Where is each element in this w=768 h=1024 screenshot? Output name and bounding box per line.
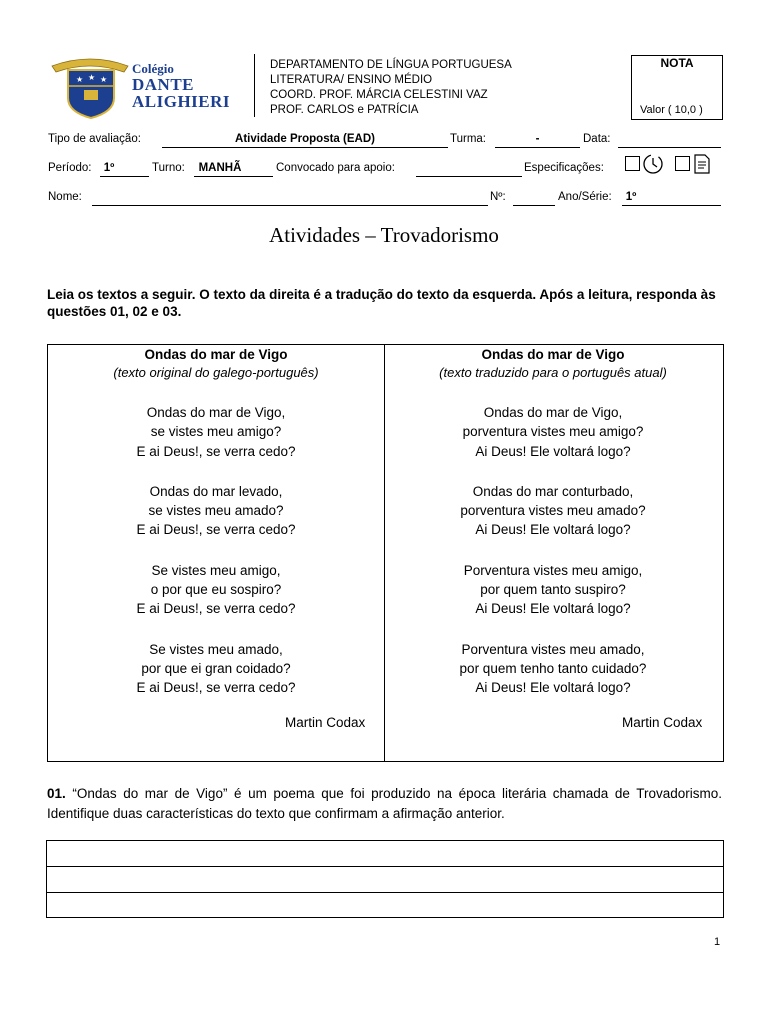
verse: Porventura vistes meu amado, [461,641,645,657]
verse: por que ei gran coidado? [141,660,291,676]
poem-subtitle: (texto original do galego-português) [113,365,319,380]
question-text: “Ondas do mar de Vigo” é um poema que foi produzido na época literária chamada de Trovadorismo. Identifique duas características do texto que confirmam a afirmação anterior. [47,786,722,821]
answer-line[interactable] [47,841,723,867]
grade-label: NOTA [660,56,694,70]
ano-line [622,205,721,206]
verse: por quem tanto suspiro? [480,582,626,598]
verse: E ai Deus!, se verra cedo? [136,601,296,617]
numero-label: Nº: [490,191,506,203]
poem-author: Martin Codax [285,715,366,730]
verse: E ai Deus!, se verra cedo? [136,522,296,538]
verse: Porventura vistes meu amigo, [463,562,643,578]
question-number: 01. [47,786,66,801]
verse: Ai Deus! Ele voltará logo? [475,443,631,459]
verse: Ondas do mar conturbado, [472,483,634,499]
poem-title: Ondas do mar de Vigo [481,347,625,362]
turno-label: Turno: [152,162,185,174]
convocado-field[interactable] [416,176,522,177]
grade-value-label: Valor ( 10,0 ) [640,104,703,116]
dept-line: DEPARTAMENTO DE LÍNGUA PORTUGUESA [270,59,512,71]
logo-line-1: DANTE [132,74,195,94]
ano-field[interactable]: 1º [625,191,637,203]
especificacoes-label: Especificações: [524,162,604,174]
stanza [385,561,721,619]
turma-label: Turma: [450,133,486,145]
poem-subtitle: (texto traduzido para o português atual) [439,365,667,380]
dept-line: COORD. PROF. MÁRCIA CELESTINI VAZ [270,89,488,101]
checkbox-2[interactable] [675,156,690,171]
turno-line [194,176,273,177]
department-info [270,58,512,118]
nome-label: Nome: [48,191,82,203]
header-divider [254,54,255,117]
periodo-label: Período: [48,162,92,174]
stanza [48,482,384,540]
verse: se vistes meu amado? [148,503,284,519]
checkbox-1[interactable] [625,156,640,171]
svg-text:★: ★ [76,75,84,84]
dept-line: LITERATURA/ ENSINO MÉDIO [270,74,433,86]
dept-line: PROF. CARLOS e PATRÍCIA [270,104,419,116]
verse: se vistes meu amigo? [150,424,282,440]
verse: por quem tenho tanto cuidado? [459,660,647,676]
verse: E ai Deus!, se verra cedo? [136,680,296,696]
stanza [48,561,384,619]
page-number: 1 [714,936,721,948]
stanza [48,403,384,461]
periodo-field[interactable]: 1º [103,162,115,174]
logo-wordmark [132,62,262,111]
document-icon [690,152,714,176]
tipo-label: Tipo de avaliação: [48,133,141,145]
verse: Se vistes meu amigo, [151,562,281,578]
verse: Ondas do mar de Vigo, [146,405,286,420]
tipo-field[interactable]: Atividade Proposta (EAD) [235,133,375,145]
tipo-line [162,147,448,148]
verse: E ai Deus!, se verra cedo? [136,443,296,459]
verse: Se vistes meu amado, [149,641,283,657]
poem-translation [385,346,721,698]
svg-text:★: ★ [100,75,108,84]
poem-original [48,346,384,698]
ano-label: Ano/Série: [558,191,612,203]
page-title: Atividades – Trovadorismo [269,223,499,247]
logo-line-2: ALIGHIERI [132,92,231,112]
verse: Ai Deus! Ele voltará logo? [475,522,631,538]
verse: o por que eu sospiro? [150,582,282,598]
verse: Ondas do mar levado, [149,483,283,499]
instructions: Leia os textos a seguir. O texto da direita é a tradução do texto da esquerda. Após a leitura, responda às questões 01, 02 e 03. [47,287,716,319]
turma-field[interactable]: - [535,133,540,145]
answer-box[interactable] [46,840,724,918]
logo-small-text: Colégio [132,61,174,76]
stanza [385,403,721,461]
data-field[interactable] [618,147,721,148]
data-label: Data: [583,133,611,145]
svg-text:★: ★ [88,73,96,82]
verse: Ondas do mar de Vigo, [483,405,623,420]
convocado-label: Convocado para apoio: [276,162,395,174]
nome-field[interactable] [92,205,488,206]
stanza [48,640,384,698]
verse: porventura vistes meu amado? [460,503,646,519]
poem-author: Martin Codax [622,715,703,730]
answer-line[interactable] [47,867,723,893]
verse: Ai Deus! Ele voltará logo? [475,680,631,696]
numero-field[interactable] [513,205,555,206]
turma-line [495,147,580,148]
answer-line[interactable] [47,893,723,918]
poem-title: Ondas do mar de Vigo [144,347,288,362]
stanza [385,482,721,540]
question-1 [47,784,722,823]
turno-field[interactable]: MANHÃ [198,162,242,174]
clock-icon [640,152,666,176]
periodo-line [100,176,149,177]
verse: Ai Deus! Ele voltará logo? [475,601,631,617]
stanza [385,640,721,698]
verse: porventura vistes meu amigo? [462,424,644,440]
